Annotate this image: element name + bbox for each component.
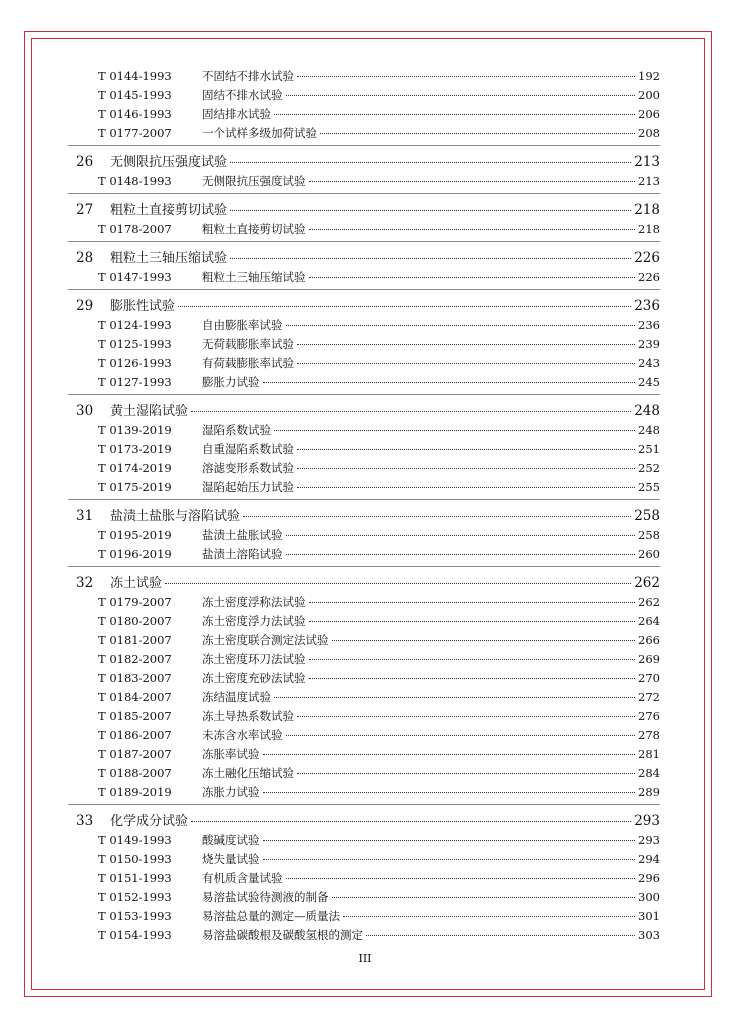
entry-page: 264: [638, 614, 660, 628]
toc-entry[interactable]: [68, 336, 660, 355]
toc-entry[interactable]: [68, 594, 660, 613]
entry-title: 无荷载膨胀率试验: [202, 337, 294, 351]
chapter-title: 冻土试验: [110, 576, 163, 591]
standard-code: T 0180-2007: [98, 614, 172, 628]
standard-code: T 0149-1993: [98, 833, 172, 847]
toc-entry[interactable]: [68, 689, 660, 708]
dot-leader: [191, 411, 631, 412]
standard-code: T 0196-2019: [98, 547, 172, 561]
dot-leader: [309, 659, 636, 660]
chapter-heading[interactable]: [68, 199, 660, 221]
toc-entry[interactable]: [68, 765, 660, 784]
entry-page: 206: [638, 107, 660, 121]
dot-leader: [320, 133, 635, 134]
chapter-heading[interactable]: [68, 505, 660, 527]
toc-entry[interactable]: [68, 68, 660, 87]
chapter-number: 30: [76, 403, 94, 419]
chapter-number: 33: [76, 813, 94, 829]
toc-entry[interactable]: [68, 317, 660, 336]
toc-entry[interactable]: [68, 269, 660, 288]
standard-code: T 0144-1993: [98, 69, 172, 83]
standard-code: T 0189-2019: [98, 785, 172, 799]
entry-page: 226: [638, 270, 660, 284]
toc-entry[interactable]: [68, 221, 660, 240]
entry-page: 300: [638, 890, 660, 904]
toc-entry[interactable]: [68, 613, 660, 632]
dot-leader: [309, 678, 636, 679]
standard-code: T 0178-2007: [98, 222, 172, 236]
entry-title: 冻胀力试验: [202, 785, 260, 799]
chapter-title: 粗粒土直接剪切试验: [110, 203, 228, 218]
standard-code: T 0152-1993: [98, 890, 172, 904]
dot-leader: [263, 859, 636, 860]
standard-code: T 0150-1993: [98, 852, 172, 866]
dot-leader: [297, 344, 635, 345]
chapter-page: 262: [634, 575, 660, 591]
toc-entry[interactable]: [68, 173, 660, 192]
chapter-title: 化学成分试验: [110, 814, 189, 829]
dot-leader: [297, 468, 635, 469]
entry-title: 易溶盐总量的测定—质量法: [202, 909, 340, 923]
dot-leader: [286, 95, 636, 96]
standard-code: T 0179-2007: [98, 595, 172, 609]
standard-code: T 0185-2007: [98, 709, 172, 723]
entry-page: 294: [638, 852, 660, 866]
chapter-title: 黄土湿陷试验: [110, 404, 189, 419]
chapter-heading[interactable]: [68, 572, 660, 594]
chapter-number: 28: [76, 250, 94, 266]
entry-page: 266: [638, 633, 660, 647]
entry-title: 自由膨胀率试验: [202, 318, 283, 332]
chapter-number: 26: [76, 154, 94, 170]
entry-title: 冻土导热系数试验: [202, 709, 294, 723]
toc-entry[interactable]: [68, 746, 660, 765]
standard-code: T 0125-1993: [98, 337, 172, 351]
chapter-page: 213: [634, 154, 660, 170]
dot-leader: [230, 258, 631, 259]
chapter-number: 31: [76, 508, 94, 524]
entry-page: 200: [638, 88, 660, 102]
standard-code: T 0182-2007: [98, 652, 172, 666]
entry-page: 289: [638, 785, 660, 799]
toc-entry[interactable]: [68, 374, 660, 393]
toc-entry[interactable]: [68, 125, 660, 144]
chapter-page: 226: [634, 250, 660, 266]
standard-code: T 0184-2007: [98, 690, 172, 704]
dot-leader: [309, 277, 636, 278]
entry-page: 252: [638, 461, 660, 475]
entry-page: 255: [638, 480, 660, 494]
entry-page: 262: [638, 595, 660, 609]
entry-title: 固结不排水试验: [202, 88, 283, 102]
entry-title: 粗粒土直接剪切试验: [202, 222, 306, 236]
chapter-page: 236: [634, 298, 660, 314]
toc-entry[interactable]: [68, 546, 660, 565]
toc-entry[interactable]: [68, 355, 660, 374]
entry-page: 192: [638, 69, 660, 83]
standard-code: T 0124-1993: [98, 318, 172, 332]
entry-title: 溶滤变形系数试验: [202, 461, 294, 475]
dot-leader: [263, 754, 636, 755]
entry-page: 272: [638, 690, 660, 704]
chapter-number: 29: [76, 298, 94, 314]
entry-title: 自重湿陷系数试验: [202, 442, 294, 456]
entry-page: 260: [638, 547, 660, 561]
entry-page: 258: [638, 528, 660, 542]
dot-leader: [297, 716, 635, 717]
toc-entry[interactable]: [68, 632, 660, 651]
standard-code: T 0188-2007: [98, 766, 172, 780]
section-separator: [68, 394, 660, 395]
chapter-number: 32: [76, 575, 94, 591]
entry-page: 276: [638, 709, 660, 723]
dot-leader: [309, 602, 636, 603]
entry-page: 293: [638, 833, 660, 847]
standard-code: T 0174-2019: [98, 461, 172, 475]
toc-entry[interactable]: [68, 889, 660, 908]
standard-code: T 0175-2019: [98, 480, 172, 494]
dot-leader: [297, 363, 635, 364]
entry-title: 有机质含量试验: [202, 871, 283, 885]
entry-title: 盐渍土盐胀试验: [202, 528, 283, 542]
section-separator: [68, 566, 660, 567]
entry-title: 酸碱度试验: [202, 833, 260, 847]
entry-page: 213: [638, 174, 660, 188]
entry-page: 270: [638, 671, 660, 685]
toc-entry[interactable]: [68, 106, 660, 125]
dot-leader: [286, 554, 636, 555]
toc-entry[interactable]: [68, 422, 660, 441]
dot-leader: [191, 821, 631, 822]
entry-page: 251: [638, 442, 660, 456]
dot-leader: [309, 229, 636, 230]
entry-title: 膨胀力试验: [202, 375, 260, 389]
chapter-number: 27: [76, 202, 94, 218]
entry-page: 218: [638, 222, 660, 236]
toc-entry[interactable]: [68, 908, 660, 927]
entry-page: 208: [638, 126, 660, 140]
entry-title: 盐渍土溶陷试验: [202, 547, 283, 561]
dot-leader: [297, 76, 635, 77]
dot-leader: [263, 840, 636, 841]
dot-leader: [230, 162, 631, 163]
entry-title: 易溶盐碳酸根及碳酸氢根的测定: [202, 928, 363, 942]
dot-leader: [297, 487, 635, 488]
entry-title: 冻胀率试验: [202, 747, 260, 761]
dot-leader: [243, 516, 631, 517]
entry-page: 301: [638, 909, 660, 923]
entry-page: 281: [638, 747, 660, 761]
standard-code: T 0148-1993: [98, 174, 172, 188]
entry-title: 冻土密度浮称法试验: [202, 595, 306, 609]
toc-entry[interactable]: [68, 527, 660, 546]
entry-title: 一个试样多级加荷试验: [202, 126, 317, 140]
standard-code: T 0153-1993: [98, 909, 172, 923]
section-separator: [68, 145, 660, 146]
chapter-heading[interactable]: [68, 810, 660, 832]
entry-title: 不固结不排水试验: [202, 69, 294, 83]
chapter-title: 膨胀性试验: [110, 299, 176, 314]
chapter-heading[interactable]: [68, 295, 660, 317]
chapter-title: 盐渍土盐胀与溶陷试验: [110, 509, 241, 524]
entry-title: 易溶盐试验待测液的制备: [202, 890, 329, 904]
toc-entry[interactable]: [68, 870, 660, 889]
entry-title: 冻土密度充砂法试验: [202, 671, 306, 685]
standard-code: T 0187-2007: [98, 747, 172, 761]
entry-page: 296: [638, 871, 660, 885]
standard-code: T 0154-1993: [98, 928, 172, 942]
toc-entry[interactable]: [68, 784, 660, 803]
section-separator: [68, 193, 660, 194]
chapter-page: 218: [634, 202, 660, 218]
dot-leader: [165, 583, 631, 584]
entry-page: 278: [638, 728, 660, 742]
standard-code: T 0195-2019: [98, 528, 172, 542]
chapter-heading[interactable]: [68, 247, 660, 269]
entry-page: 284: [638, 766, 660, 780]
dot-leader: [274, 697, 635, 698]
standard-code: T 0177-2007: [98, 126, 172, 140]
dot-leader: [332, 897, 636, 898]
dot-leader: [274, 114, 635, 115]
entry-page: 239: [638, 337, 660, 351]
toc-entry[interactable]: [68, 727, 660, 746]
entry-title: 冻土密度浮力法试验: [202, 614, 306, 628]
toc-entry[interactable]: [68, 441, 660, 460]
dot-leader: [286, 878, 636, 879]
dot-leader: [297, 449, 635, 450]
toc-entry[interactable]: [68, 87, 660, 106]
dot-leader: [309, 621, 636, 622]
standard-code: T 0151-1993: [98, 871, 172, 885]
standard-code: T 0126-1993: [98, 356, 172, 370]
toc-entry[interactable]: [68, 851, 660, 870]
dot-leader: [297, 773, 635, 774]
entry-title: 粗粒土三轴压缩试验: [202, 270, 306, 284]
dot-leader: [309, 181, 636, 182]
toc-entry[interactable]: [68, 832, 660, 851]
entry-title: 冻土融化压缩试验: [202, 766, 294, 780]
toc-entry[interactable]: [68, 708, 660, 727]
chapter-page: 293: [634, 813, 660, 829]
entry-title: 无侧限抗压强度试验: [202, 174, 306, 188]
entry-page: 248: [638, 423, 660, 437]
entry-title: 未冻含水率试验: [202, 728, 283, 742]
entry-title: 湿陷系数试验: [202, 423, 271, 437]
entry-title: 冻结温度试验: [202, 690, 271, 704]
standard-code: T 0127-1993: [98, 375, 172, 389]
dot-leader: [263, 382, 636, 383]
entry-title: 冻土密度联合测定法试验: [202, 633, 329, 647]
section-separator: [68, 289, 660, 290]
chapter-heading[interactable]: [68, 400, 660, 422]
entry-page: 245: [638, 375, 660, 389]
section-separator: [68, 499, 660, 500]
toc-entry[interactable]: [68, 651, 660, 670]
standard-code: T 0186-2007: [98, 728, 172, 742]
standard-code: T 0181-2007: [98, 633, 172, 647]
chapter-page: 248: [634, 403, 660, 419]
standard-code: T 0139-2019: [98, 423, 172, 437]
standard-code: T 0183-2007: [98, 671, 172, 685]
chapter-title: 粗粒土三轴压缩试验: [110, 251, 228, 266]
entry-page: 303: [638, 928, 660, 942]
standard-code: T 0147-1993: [98, 270, 172, 284]
standard-code: T 0173-2019: [98, 442, 172, 456]
entry-title: 冻土密度环刀法试验: [202, 652, 306, 666]
dot-leader: [230, 210, 631, 211]
page-number: III: [358, 952, 372, 965]
toc-entry[interactable]: [68, 927, 660, 946]
entry-title: 固结排水试验: [202, 107, 271, 121]
dot-leader: [366, 935, 635, 936]
toc-entry[interactable]: [68, 670, 660, 689]
standard-code: T 0146-1993: [98, 107, 172, 121]
dot-leader: [286, 325, 636, 326]
section-separator: [68, 804, 660, 805]
entry-page: 243: [638, 356, 660, 370]
dot-leader: [263, 792, 636, 793]
entry-title: 有荷载膨胀率试验: [202, 356, 294, 370]
table-of-contents: [68, 68, 660, 946]
entry-page: 269: [638, 652, 660, 666]
chapter-heading[interactable]: [68, 151, 660, 173]
chapter-title: 无侧限抗压强度试验: [110, 155, 228, 170]
dot-leader: [343, 916, 635, 917]
dot-leader: [178, 306, 631, 307]
toc-entry[interactable]: [68, 479, 660, 498]
entry-title: 烧失量试验: [202, 852, 260, 866]
section-separator: [68, 241, 660, 242]
dot-leader: [274, 430, 635, 431]
chapter-page: 258: [634, 508, 660, 524]
dot-leader: [286, 535, 636, 536]
dot-leader: [286, 735, 636, 736]
toc-entry[interactable]: [68, 460, 660, 479]
standard-code: T 0145-1993: [98, 88, 172, 102]
entry-title: 湿陷起始压力试验: [202, 480, 294, 494]
dot-leader: [332, 640, 636, 641]
entry-page: 236: [638, 318, 660, 332]
